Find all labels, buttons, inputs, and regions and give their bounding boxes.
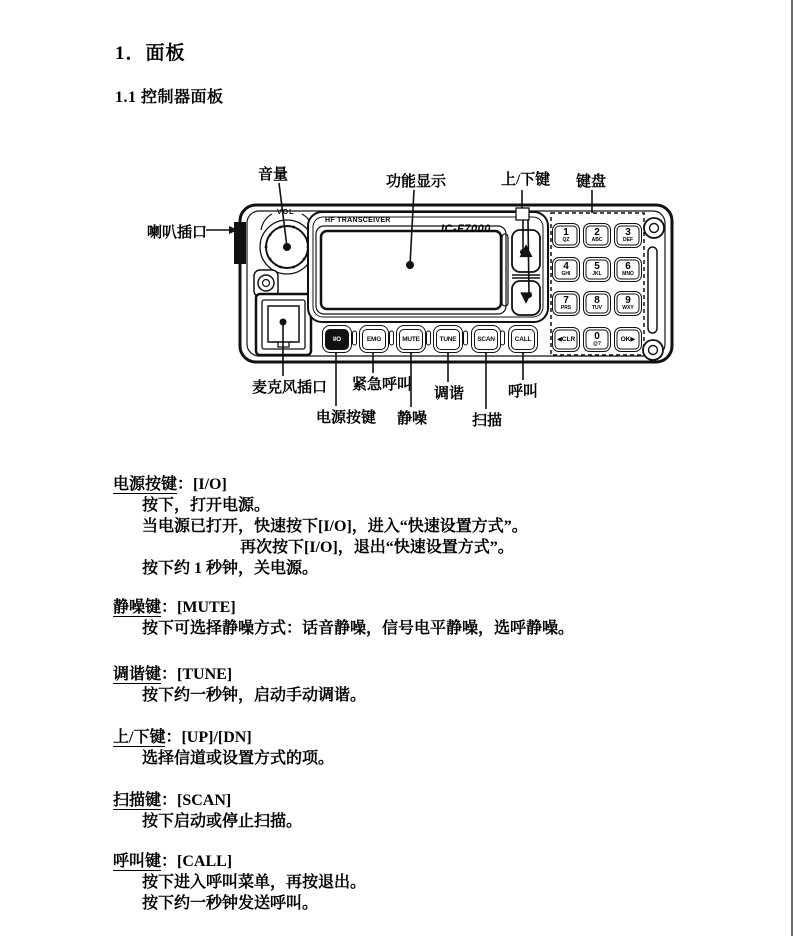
- section-heading: [113, 727, 783, 748]
- callout-updown-label: 上/下键: [501, 172, 551, 188]
- keypad-key-9: [614, 291, 642, 316]
- section-heading: [113, 664, 783, 685]
- section-heading: [113, 790, 783, 811]
- section-term: 上/下键: [113, 729, 166, 746]
- section-line: 按下可选择静噪方式：话音静噪，信号电平静噪，选呼静噪。: [142, 620, 575, 637]
- key-main: 2: [594, 227, 600, 238]
- callout-tune-label: 调谐: [434, 386, 465, 402]
- page-title: 1．面板: [115, 43, 186, 64]
- keypad-key-1: [552, 223, 580, 248]
- speaker-jack: [234, 222, 246, 264]
- callout-keypad-label: 键盘: [576, 174, 607, 190]
- key-main: 0: [594, 331, 600, 342]
- key-main: 5: [594, 261, 600, 272]
- callout-scan-label: 扫描: [472, 413, 503, 429]
- key-sub: GHI: [561, 271, 571, 277]
- section-line: 按下约一秒钟，启动手动调谐。: [142, 687, 367, 704]
- key-main: 4: [563, 261, 569, 272]
- tune-button-label: TUNE: [436, 329, 460, 350]
- key-sub: @?: [593, 341, 601, 347]
- keypad-key-8: [583, 291, 611, 316]
- section-scan-key: [113, 790, 783, 832]
- callout-speaker-jack-label: 喇叭插口: [147, 225, 208, 241]
- key-sub: WXY: [622, 305, 634, 311]
- tune-button: [433, 325, 463, 353]
- callout-power-label: 电源按键: [316, 410, 377, 426]
- emg-button-label: EMG: [362, 329, 386, 350]
- up-arrow-icon: ▲: [519, 240, 533, 260]
- key-main: 7: [563, 295, 569, 306]
- key-main: ◀CLR: [556, 335, 576, 343]
- key-main: 3: [625, 227, 631, 238]
- key-main: 6: [625, 261, 631, 272]
- key-main: 8: [594, 295, 600, 306]
- section-term: 静噪键: [113, 599, 162, 616]
- key-sub: TUV: [592, 305, 602, 311]
- section-mute-key: [113, 597, 783, 639]
- scan-button: [471, 325, 501, 353]
- keypad-key-3: [614, 223, 642, 248]
- emg-button: [359, 325, 389, 353]
- screw-bottom: [643, 340, 663, 360]
- keypad-key-7: [552, 291, 580, 316]
- keypad-key-4: [552, 257, 580, 282]
- section-key-label: ：[MUTE]: [161, 599, 236, 616]
- power-button-label: I/O: [325, 329, 349, 350]
- screw-top: [644, 218, 664, 238]
- model-text: IC-F7000: [441, 223, 491, 235]
- call-button-label: CALL: [511, 329, 535, 350]
- key-sub: MNO: [622, 271, 634, 277]
- keypad-key-2: [583, 223, 611, 248]
- keypad-key-clr: [552, 327, 580, 352]
- key-sub: JKL: [592, 271, 602, 277]
- key-sub: ABC: [591, 237, 603, 243]
- section-line: 按下启动或停止扫描。: [142, 813, 303, 830]
- section-key-label: ：[I/O]: [177, 476, 227, 493]
- keypad-key-5: [583, 257, 611, 282]
- section-term: 呼叫键: [113, 853, 162, 870]
- section-power-key: [113, 474, 783, 579]
- callout-call-label: 呼叫: [508, 384, 539, 400]
- section-line: 当电源已打开，快速按下[I/O]，进入“快速设置方式”。: [142, 518, 528, 535]
- section-heading: [113, 597, 783, 618]
- key-sub: QZ: [562, 237, 570, 243]
- callout-display-label: 功能显示: [386, 174, 447, 190]
- mute-button-label: MUTE: [399, 329, 423, 350]
- section-tune-key: [113, 664, 783, 706]
- section-line: 按下进入呼叫菜单，再按退出。: [142, 874, 367, 891]
- section-term: 扫描键: [113, 792, 162, 809]
- section-key-label: ：[TUNE]: [161, 666, 233, 683]
- keypad-key-ok: [614, 327, 642, 352]
- scan-button-label: SCAN: [474, 329, 498, 350]
- key-main: 1: [563, 227, 569, 238]
- keypad-key-0: [583, 327, 611, 352]
- section-line: 选择信道或设置方式的项。: [142, 750, 335, 767]
- section-line: 按下，打开电源。: [142, 497, 271, 514]
- section-key-label: ：[UP]/[DN]: [165, 729, 252, 746]
- callout-mic-jack-label: 麦克风插口: [252, 380, 328, 396]
- section-updown-key: [113, 727, 783, 769]
- section-subtitle: 1.1 控制器面板: [115, 89, 224, 106]
- keypad-key-6: [614, 257, 642, 282]
- call-button: [508, 325, 538, 353]
- callout-volume-label: 音量: [258, 167, 289, 183]
- section-term: 调谐键: [113, 666, 162, 683]
- section-key-label: ：[SCAN]: [161, 792, 232, 809]
- section-line: 再次按下[I/O]，退出“快速设置方式”。: [240, 539, 514, 556]
- key-main: 9: [625, 295, 631, 306]
- section-heading: [113, 474, 783, 495]
- section-key-label: ：[CALL]: [161, 853, 233, 870]
- power-button: [322, 325, 352, 353]
- section-heading: [113, 851, 783, 872]
- key-sub: DEF: [623, 237, 633, 243]
- brand-text: HF TRANSCEIVER: [325, 217, 391, 224]
- volume-knob-label: VOL: [277, 209, 295, 216]
- section-line: 按下约一秒钟发送呼叫。: [142, 895, 319, 912]
- key-sub: PRS: [560, 305, 572, 311]
- section-call-key: [113, 851, 783, 914]
- callout-emergency-label: 紧急呼叫: [352, 377, 413, 393]
- updown-callout-bracket: [516, 208, 529, 220]
- callout-mute-label: 静噪: [397, 411, 428, 427]
- section-term: 电源按键: [113, 476, 178, 493]
- key-main: OK▶: [620, 335, 636, 343]
- down-arrow-icon: ▼: [520, 288, 532, 306]
- section-line: 按下约 1 秒钟，关电源。: [142, 560, 319, 577]
- mute-button: [396, 325, 426, 353]
